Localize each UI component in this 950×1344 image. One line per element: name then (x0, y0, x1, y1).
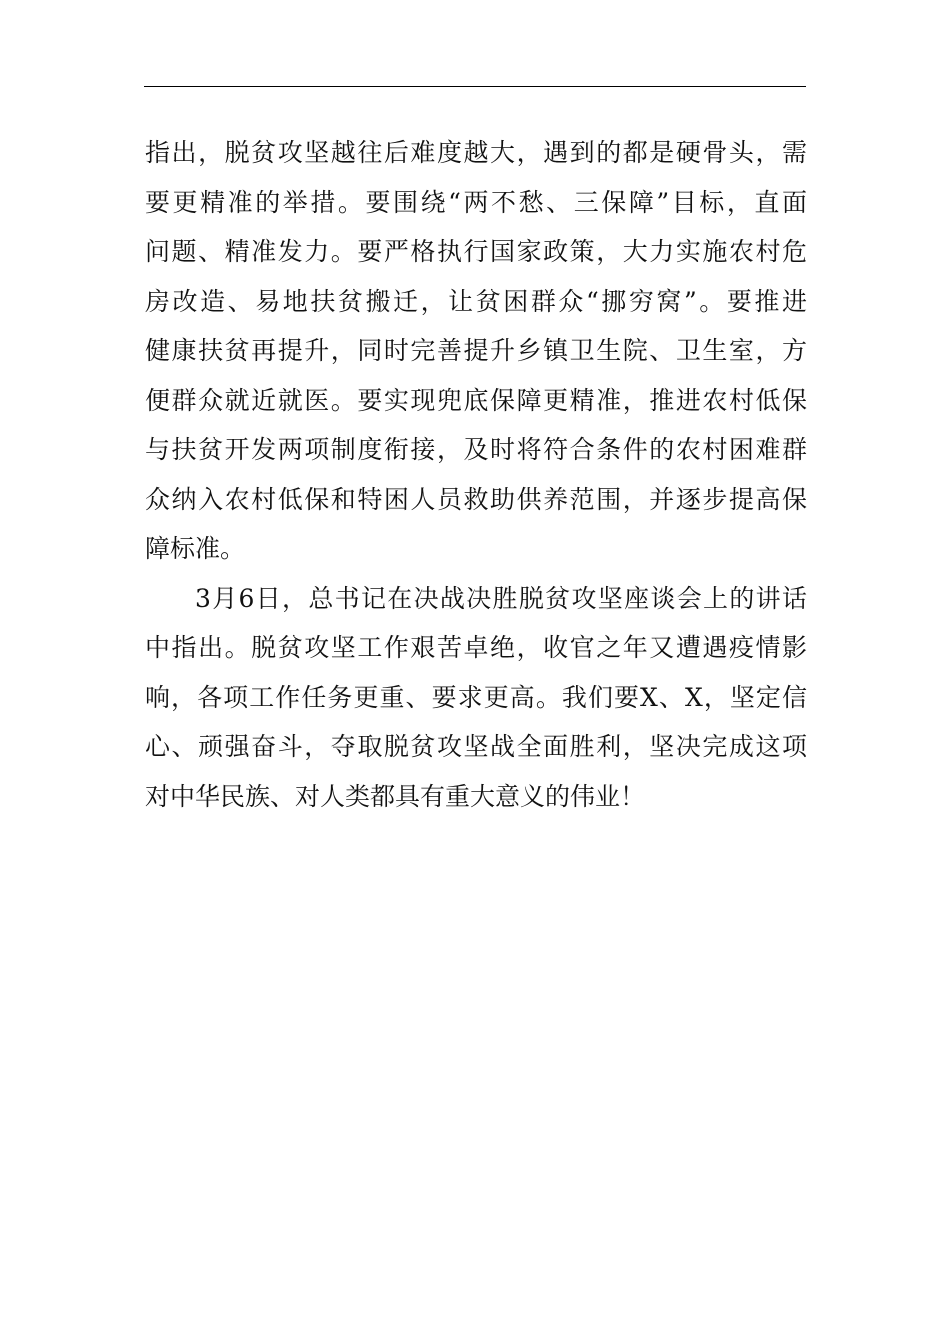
text-line: 与扶贫开发两项制度衔接，及时将符合条件的农村困难群 (145, 435, 807, 464)
text-line: 响，各项工作任务更重、要求更高。我们要X、X，坚定信 (145, 682, 807, 712)
text-line: 健康扶贫再提升，同时完善提升乡镇卫生院、卫生室，方 (145, 336, 807, 365)
text-line: 心、顽强奋斗，夺取脱贫攻坚战全面胜利，坚决完成这项 (145, 732, 807, 761)
text-line: 问题、精准发力。要严格执行国家政策，大力实施农村危 (145, 237, 807, 266)
document-body (145, 128, 807, 821)
header-rule (144, 86, 806, 87)
paragraph-1 (145, 128, 807, 574)
text-line: 中指出。脱贫攻坚工作艰苦卓绝，收官之年又遭遇疫情影 (145, 633, 807, 662)
text-line: 便群众就近就医。要实现兜底保障更精准，推进农村低保 (145, 385, 807, 415)
text-line: 众纳入农村低保和特困人员救助供养范围，并逐步提高保 (145, 484, 807, 514)
text-line: 3月6日，总书记在决战决胜脱贫攻坚座谈会上的讲话 (195, 583, 807, 613)
text-line: 障标准。 (145, 534, 246, 563)
text-line: 指出，脱贫攻坚越往后难度越大，遇到的都是硬骨头，需 (145, 138, 807, 167)
paragraph-2 (145, 574, 807, 822)
text-line: 房改造、易地扶贫搬迁，让贫困群众“挪穷窝”。要推进 (145, 286, 807, 316)
text-line: 对中华民族、对人类都具有重大意义的伟业！ (145, 781, 646, 811)
text-line: 要更精准的举措。要围绕“两不愁、三保障”目标，直面 (145, 187, 807, 217)
